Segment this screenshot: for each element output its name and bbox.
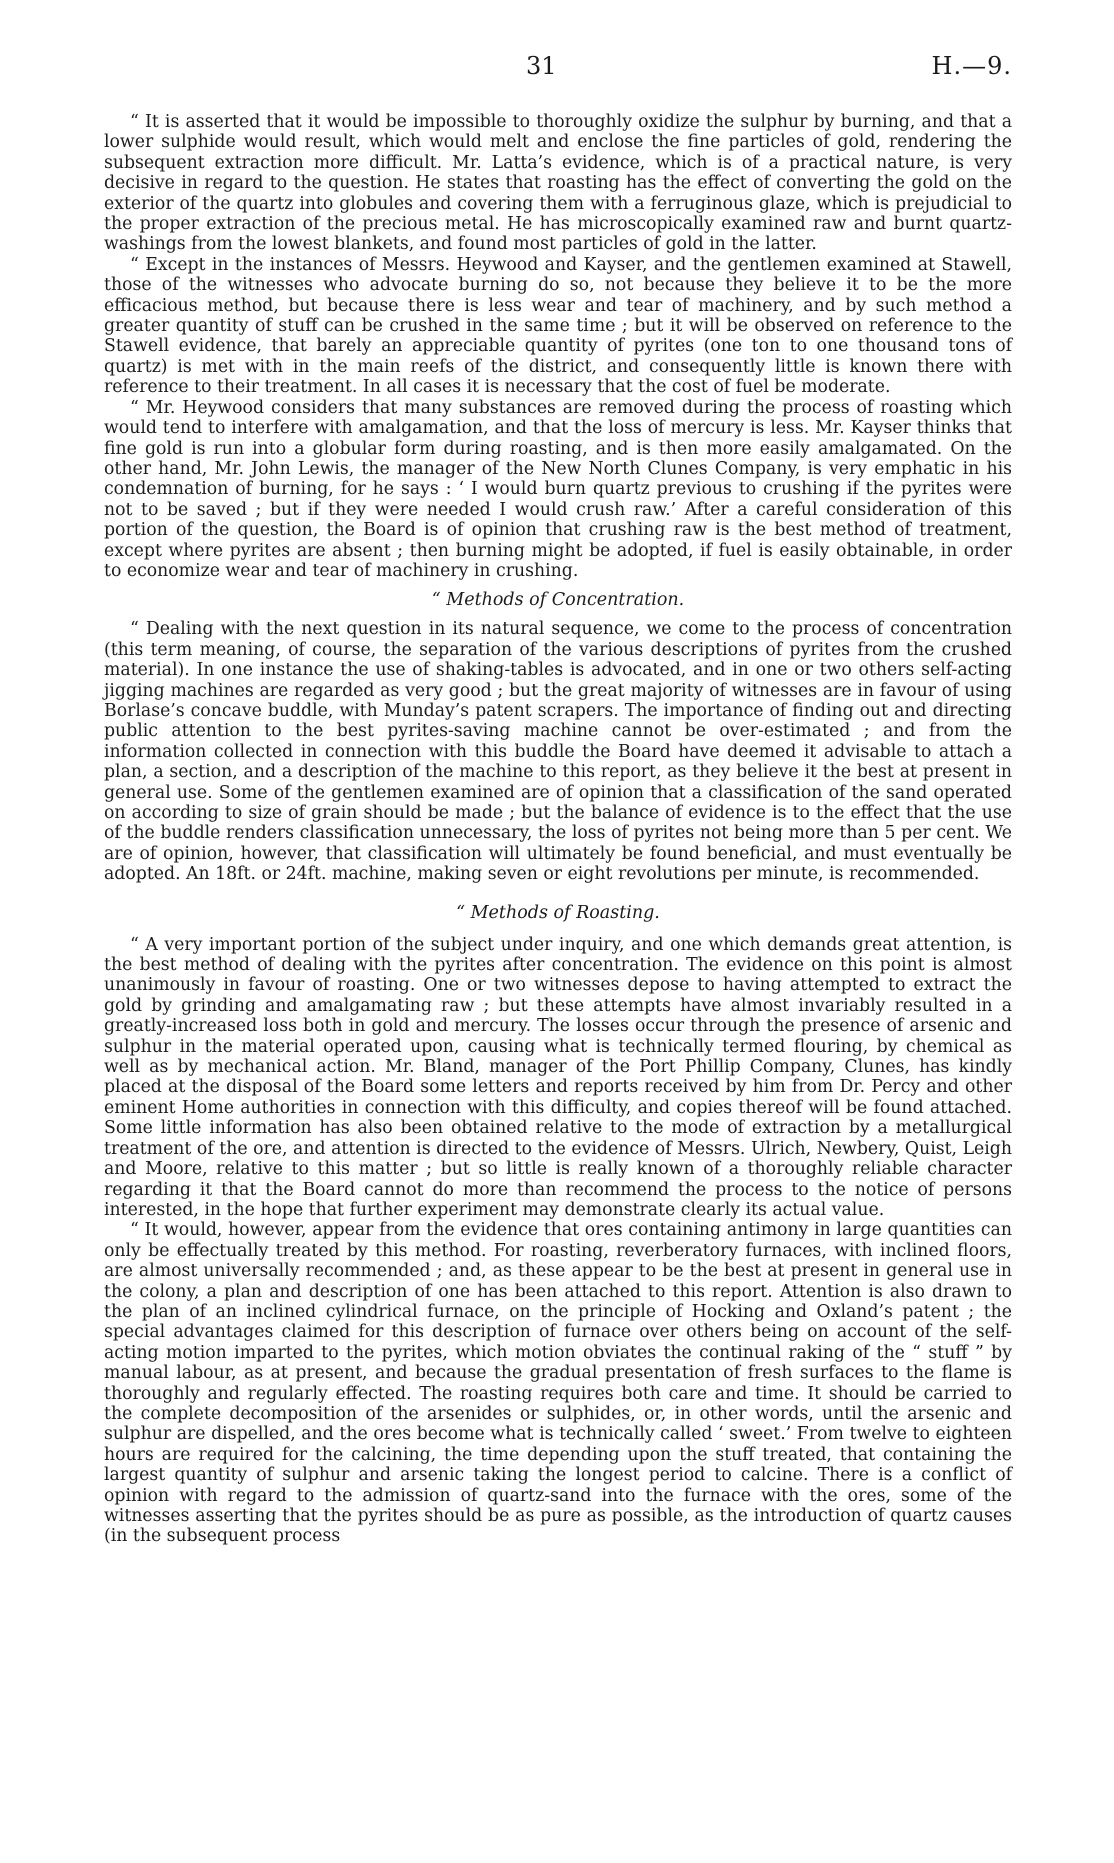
page-number: 31	[526, 52, 557, 80]
paragraph-roasting: “ A very important portion of the subject under inquiry, and one which demands great attention, is the best method of dealing with the pyrites after concentration. The evidence on this point is almost unanimously in favour of roasting. One or two witnesses depose to having attempted to extract the gold by grinding and amalgamating raw ; but these attempts have almost invariably resulted in a greatly-increased loss both in gold and mercury. The losses occur through the presence of arsenic and sulphur in the material operated upon, causing what is technically termed flouring, by chemical as well as by mechanical action. Mr. Bland, manager of the Port Phillip Company, Clunes, has kindly placed at the disposal of the Board some letters and reports received by him from Dr. Percy and other eminent Home authorities in connection with this difficulty, and copies thereof will be found attached. Some little information has also been obtained relative to the mode of extraction by a metallurgical treatment of the ore, and attention is directed to the evidence of Messrs. Ulrich, Newbery, Quist, Leigh and Moore, relative to this matter ; but so little is really known of a thoroughly reliable character regarding it that the Board cannot do more than recommend the process to the notice of persons interested, in the hope that further experiment may demonstrate clearly its actual value.	[104, 934, 1012, 1220]
paragraph-roasting-opinions: “ Mr. Heywood considers that many substances are removed during the process of roasting which would tend to interfere with amalgamation, and that the loss of mercury is less. Mr. Kayser thinks that fine gold is run into a globular form during roasting, and is then more easily amalgamated. On the other hand, Mr. John Lewis, the manager of the New North Clunes Company, is very emphatic in his condemnation of burning, for he says : ‘ I would burn quartz previous to crushing if the pyrites were not to be saved ; but if they were needed I would crush raw.’ After a careful consideration of this portion of the question, the Board is of opinion that crushing raw is the best method of treatment, except where pyrites are absent ; then burning might be adopted, if fuel is easily obtainable, in order to economize wear and tear of machinery in crushing.	[104, 397, 1012, 581]
section-heading-concentration: “ Methods of Concentration.	[431, 590, 685, 611]
page-header	[0, 46, 1114, 86]
page-body	[104, 112, 1012, 1547]
paragraph-concentration: “ Dealing with the next question in its natural sequence, we come to the process of concentration (this term meaning, of course, the separation of the various descriptions of pyrites from the crushed material). In one instance the use of shaking-tables is advocated, and in one or two others self-acting jigging machines are regarded as very good ; but the great majority of witnesses are in favour of using Borlase’s concave buddle, with Munday’s patent scrapers. The importance of finding out and directing public attention to the best pyrites-saving machine cannot be over-estimated ; and from the information collected in connection with this buddle the Board have deemed it advisable to attach a plan, a section, and a description of the machine to this report, as they believe it the best at present in general use. Some of the gentlemen examined are of opinion that a classification of the sand operated on according to size of grain should be made ; but the balance of evidence is to the effect that the use of the buddle renders classification unnecessary, the loss of pyrites not being more than 5 per cent. We are of opinion, however, that classification will ultimately be found beneficial, and must eventually be adopted. An 18ft. or 24ft. machine, making seven or eight revolutions per minute, is recommended.	[104, 619, 1012, 885]
paragraph-burning-advocates: “ Except in the instances of Messrs. Heywood and Kayser, and the gentlemen examined at Stawell, those of the witnesses who advocate burning do so, not because they believe it to be the more efficacious method, but because there is less wear and tear of machinery, and by such method a greater quantity of stuff can be crushed in the same time ; but it will be observed on reference to the Stawell evidence, that barely an appreciable quantity of pyrites (one ton to one thousand tons of quartz) is met with in the main reefs of the district, and consequently little is known there with reference to their treatment. In all cases it is necessary that the cost of fuel be moderate.	[104, 254, 1012, 398]
document-code: H.—9.	[931, 52, 1012, 80]
paragraph-furnaces: “ It would, however, appear from the evidence that ores containing antimony in large quantities can only be effectually treated by this method. For roasting, reverberatory furnaces, with inclined floors, are almost universally recommended ; and, as these appear to be the best at present in general use in the colony, a plan and description of one has been attached to this report. Attention is also drawn to the plan of an inclined cylindrical furnace, on the principle of Hocking and Oxland’s patent ; the special advantages claimed for this description of furnace over others being on account of the self-acting motion imparted to the pyrites, which motion obviates the continual raking of the “ stuff ” by manual labour, as at present, and because the gradual presentation of fresh surfaces to the flame is thoroughly and regularly effected. The roasting requires both care and time. It should be carried to the complete decomposition of the arsenides or sulphides, or, in other words, until the arsenic and sulphur are dispelled, and the ores become what is technically called ‘ sweet.’ From twelve to eighteen hours are required for the calcining, the time depending upon the stuff treated, that containing the largest quantity of sulphur and arsenic taking the longest period to calcine. There is a conflict of opinion with regard to the admission of quartz-sand into the furnace with the ores, some of the witnesses asserting that the pyrites should be as pure as possible, as the introduction of quartz causes (in the subsequent process	[104, 1220, 1012, 1547]
paragraph-oxidation: “ It is asserted that it would be impossible to thoroughly oxidize the sulphur by burning, and that a lower sulphide would result, which would melt and enclose the fine particles of gold, rendering the subsequent extraction more difficult. Mr. Latta’s evidence, which is of a practical nature, is very decisive in regard to the question. He states that roasting has the effect of converting the gold on the exterior of the quartz into globules and covering them with a ferruginous glaze, which is prejudicial to the proper extraction of the precious metal. He has microscopically examined raw and burnt quartz-washings from the lowest blankets, and found most particles of gold in the latter.	[104, 112, 1012, 255]
section-heading-roasting: “ Methods of Roasting.	[456, 902, 660, 923]
